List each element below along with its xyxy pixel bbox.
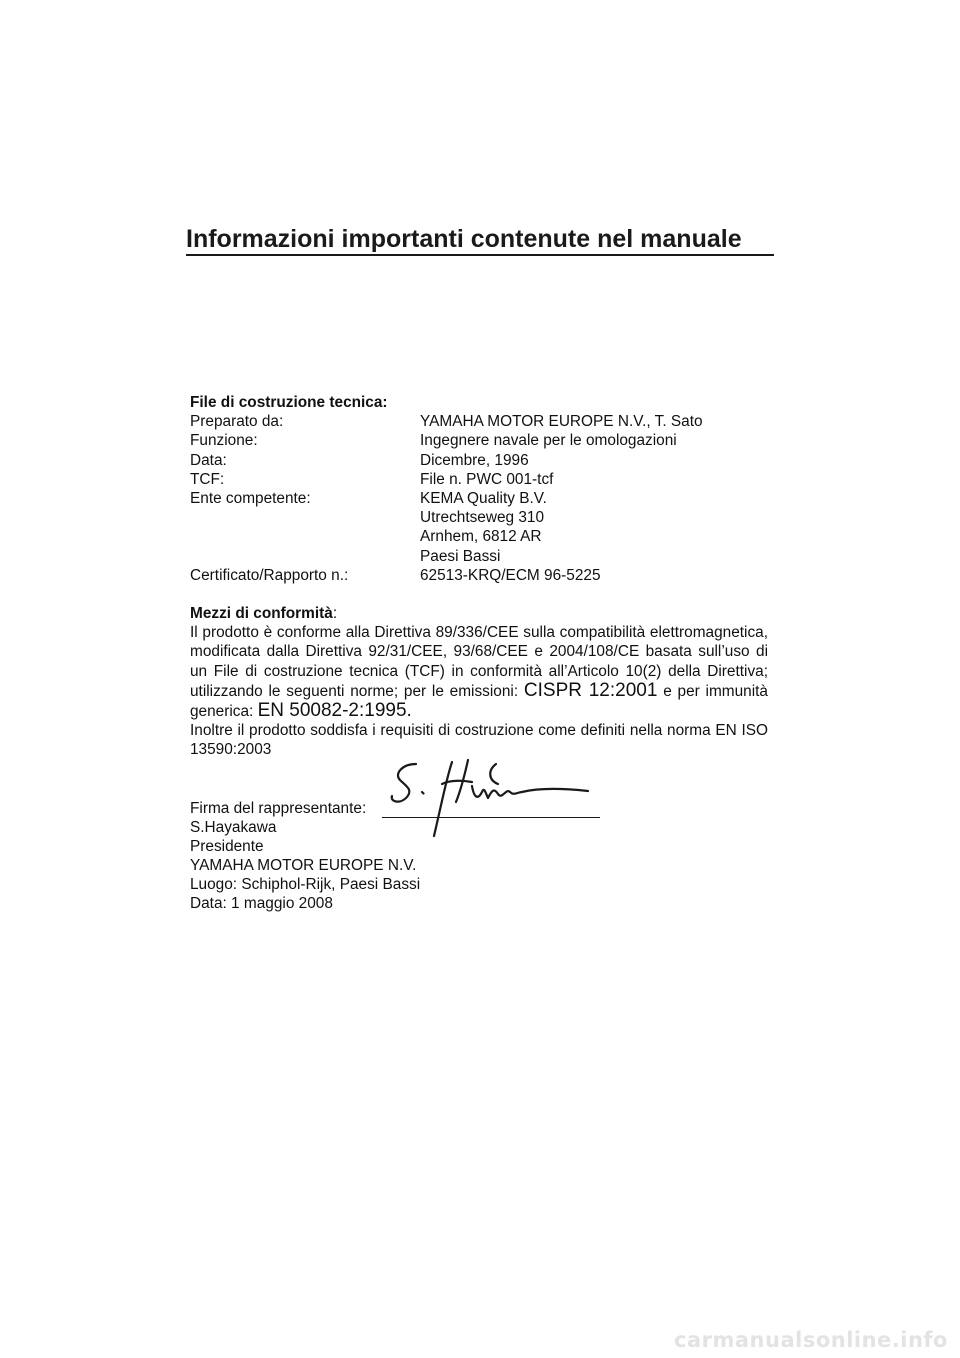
technical-file-row [190, 489, 768, 508]
technical-file-row [190, 412, 768, 431]
certificate-row [190, 566, 768, 585]
section-spacer [190, 585, 768, 604]
technical-file-label: Ente competente: [190, 490, 311, 508]
construction-requirements-paragraph: Inoltre il prodotto soddisfa i requisiti di costruzione come definiti nella norma EN ISO 13590:2003 [190, 722, 768, 759]
signatory-role: Presidente [190, 837, 264, 855]
technical-file-label: TCF: [190, 470, 225, 488]
technical-file-value: File n. PWC 001-tcf [420, 470, 554, 488]
signatory-company: YAMAHA MOTOR EUROPE N.V. [190, 857, 417, 875]
technical-file-row [190, 470, 768, 489]
conformity-heading-colon: : [332, 605, 338, 623]
immunity-standard: EN 50082-2:1995 [257, 700, 407, 722]
conformity-text-mid: e per immunità generica: [190, 682, 768, 721]
signature-label: Firma del rappresentante: [190, 799, 367, 817]
handwritten-signature [388, 758, 600, 838]
site-watermark: carmanualsonline.info [674, 1328, 948, 1352]
conformity-text-end: . [406, 700, 412, 722]
technical-file-value: KEMA Quality B.V. [420, 490, 547, 508]
technical-file-value: YAMAHA MOTOR EUROPE N.V., T. Sato [420, 413, 703, 431]
title-rule [186, 254, 774, 256]
technical-file-label: Funzione: [190, 432, 258, 450]
address-line: Arnhem, 6812 AR [420, 528, 542, 546]
page-title: Informazioni importanti contenute nel manuale [186, 225, 742, 253]
address-line: Paesi Bassi [420, 547, 501, 565]
address-line: Utrechtseweg 310 [420, 509, 545, 527]
signatory-name: S.Hayakawa [190, 818, 277, 836]
certificate-label: Certificato/Rapporto n.: [190, 566, 349, 584]
technical-file-value: Ingegnere navale per le omologazioni [420, 432, 677, 450]
technical-file-value: Dicembre, 1996 [420, 451, 529, 469]
conformity-heading-line [190, 604, 768, 623]
signature-date: Data: 1 maggio 2008 [190, 895, 333, 913]
signature-row [190, 760, 768, 818]
technical-file-heading: File di costruzione tecnica: [190, 394, 388, 411]
technical-file-label: Data: [190, 451, 227, 469]
document-body [190, 393, 768, 914]
conformity-heading: Mezzi di conformità [190, 605, 333, 623]
conformity-text: Il prodotto è conforme alla Direttiva 89/336/CEE sulla compatibilità elettromagnetica, modificata dalla Direttiva 92/31/CEE, 93/68/CEE e 2004/108/CE basata sull’uso di un File di costruzione tecnica (TCF) in conformità all’Articolo 10(2) della Direttiva; utilizzando le seguenti norme; per le emissioni: [190, 624, 768, 700]
technical-file-row [190, 431, 768, 450]
signature-place: Luogo: Schiphol-Rijk, Paesi Bassi [190, 876, 421, 894]
technical-file-label: Preparato da: [190, 413, 284, 431]
technical-file-row [190, 451, 768, 470]
emission-standard: CISPR 12:2001 [523, 679, 658, 701]
conformity-paragraph [190, 623, 768, 721]
certificate-value: 62513-KRQ/ECM 96-5225 [420, 566, 601, 584]
